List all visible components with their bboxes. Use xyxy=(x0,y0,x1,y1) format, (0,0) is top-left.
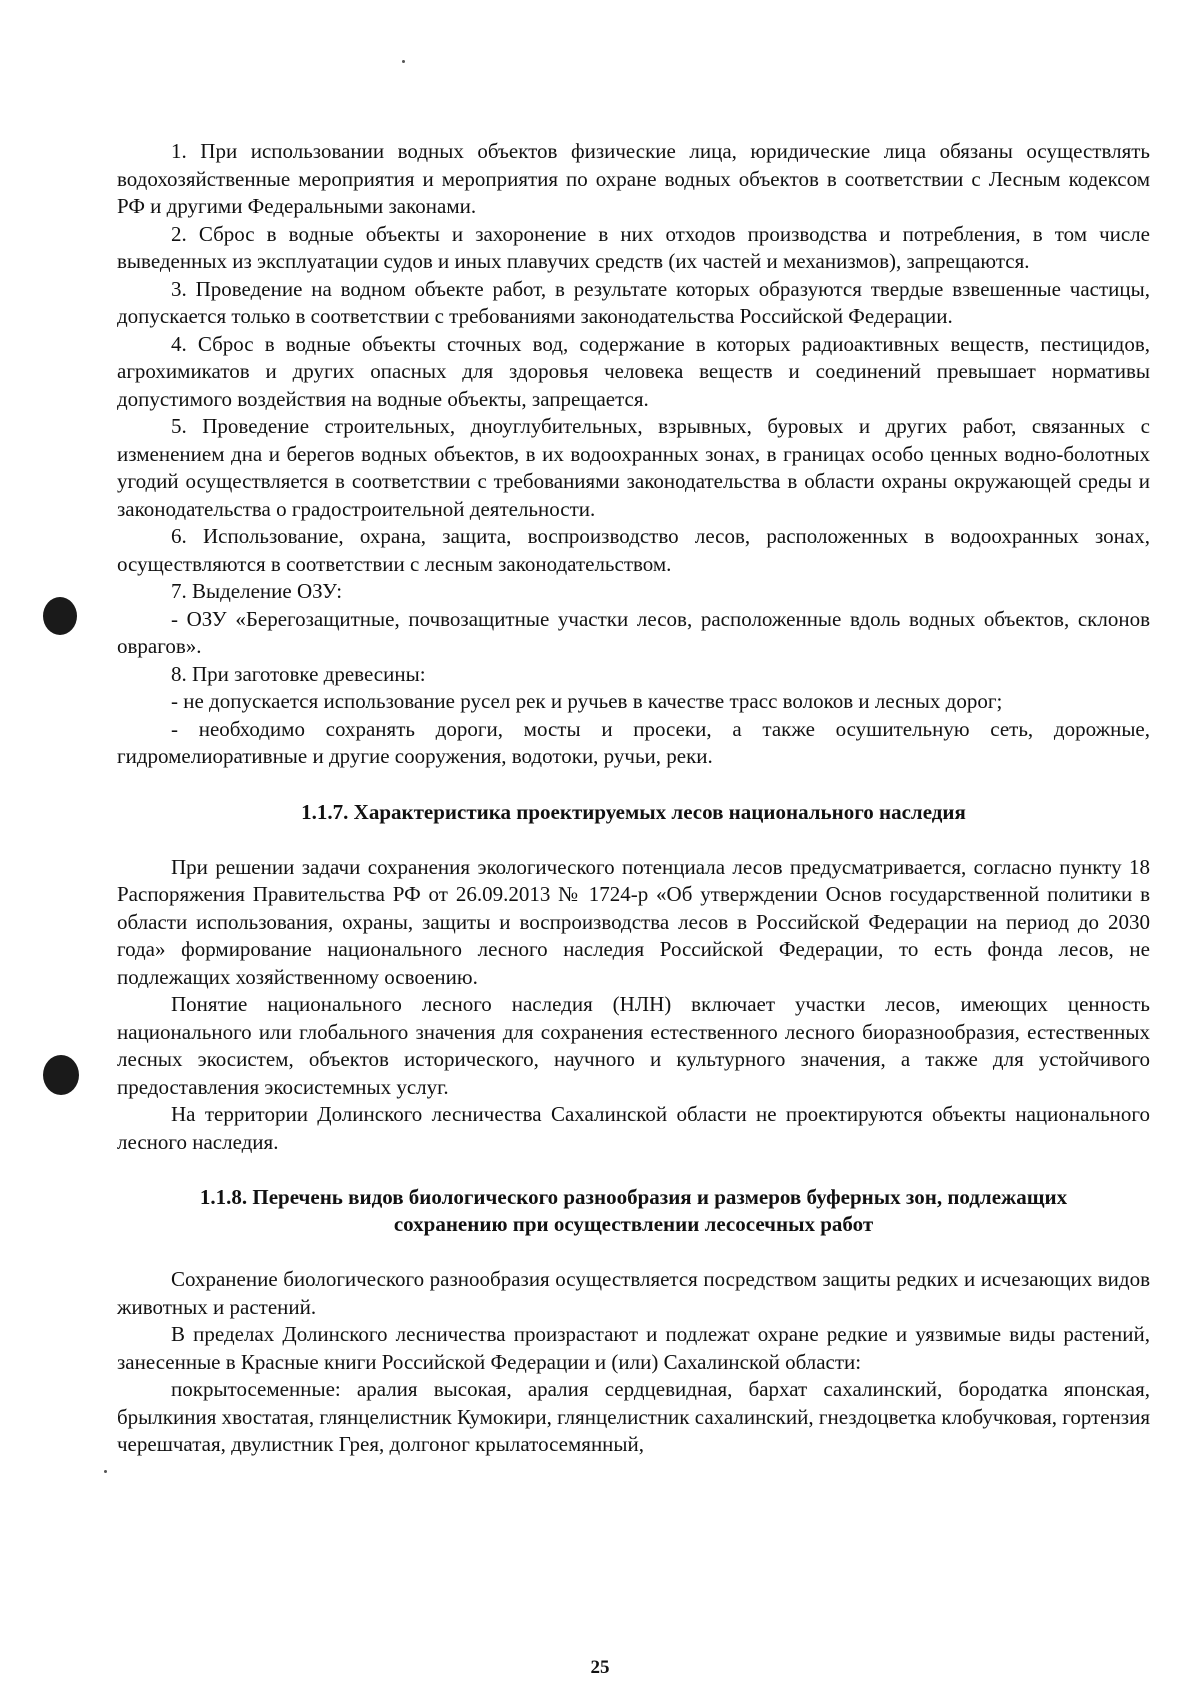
paragraph-8: 8. При заготовке древесины: xyxy=(171,661,426,686)
document-page xyxy=(117,138,1150,1459)
paragraph-7: 7. Выделение ОЗУ: xyxy=(171,579,343,603)
section-117-paragraph-1: При решении задачи сохранения экологического потенциала лесов предусматривается, согласно пункту 18 Распоряжения Правительства РФ от 26.09.2013 № 1724-р «Об утверждении Основ государственной политики в области использования, охраны, защиты и воспроизводства лесов в Российской Федерации на период до 2030 года» формирование национального лесного наследия Российской Федерации, то есть фонда лесов, не подлежащих хозяйственному освоению. xyxy=(117,854,1150,989)
section-heading-1-1-7: 1.1.7. Характеристика проектируемых лесов национального наследия xyxy=(301,799,966,824)
page-number: 25 xyxy=(590,1657,610,1678)
scan-speck xyxy=(104,1470,107,1473)
section-heading-1-1-8-line-1: 1.1.8. Перечень видов биологического разнообразия и размеров буферных зон, подлежащих xyxy=(199,1185,1068,1209)
paragraph-4: 4. Сброс в водные объекты сточных вод, содержание в которых радиоактивных веществ, пестицидов, агрохимикатов и других опасных для здоровья человека веществ и соединений превышает нормативы допустимого воздействия на водные объекты, запрещается. xyxy=(117,331,1150,411)
paragraph-8-item-1: - не допускается использование русел рек и ручьев в качестве трасс волоков и лесных дорог; xyxy=(171,689,1003,713)
paragraph-7-item: - ОЗУ «Берегозащитные, почвозащитные участки лесов, расположенные вдоль водных объектов, склонов оврагов». xyxy=(117,606,1150,658)
section-heading-1-1-8 xyxy=(117,1184,1150,1238)
scan-speck xyxy=(402,60,405,63)
section-117-paragraph-3: На территории Долинского лесничества Сахалинской области не проектируются объекты национального лесного наследия. xyxy=(117,1102,1150,1154)
section-118-paragraph-2: В пределах Долинского лесничества произрастают и подлежат охране редкие и уязвимые виды растений, занесенные в Красные книги Российской Федерации и (или) Сахалинской области: xyxy=(117,1322,1150,1374)
paragraph-5: 5. Проведение строительных, дноуглубительных, взрывных, буровых и других работ, связанных с изменением дна и берегов водных объектов, в их водоохранных зонах, в границах особо ценных водно-болотных угодий осуществляется в соответствии с требованиями законодательства в области охраны окружающей среды и законодательства о градостроительной деятельности. xyxy=(117,414,1150,521)
section-heading-1-1-8-line-2: сохранению при осуществлении лесосечных работ xyxy=(393,1212,874,1236)
section-118-paragraph-1: Сохранение биологического разнообразия осуществляется посредством защиты редких и исчезающих видов животных и растений. xyxy=(117,1267,1150,1319)
section-118-paragraph-3: покрытосеменные: аралия высокая, аралия сердцевидная, бархат сахалинский, бородатка японская, брылкиния хвостатая, глянцелистник Кумокири, глянцелистник сахалинский, гнездоцветка клобучковая, гортензия черешчатая, двулистник Грея, долгоног крылатосемянный, xyxy=(117,1377,1150,1456)
punch-hole-mark xyxy=(43,1055,79,1095)
paragraph-1: 1. При использовании водных объектов физические лица, юридические лица обязаны осуществлять водохозяйственные мероприятия и мероприятия по охране водных объектов в соответствии с Лесным кодексом РФ и другими Федеральными законами. xyxy=(117,139,1150,218)
paragraph-6: 6. Использование, охрана, защита, воспроизводство лесов, расположенных в водоохранных зонах, осуществляются в соответствии с лесным законодательством. xyxy=(117,524,1150,576)
section-117-paragraph-2: Понятие национального лесного наследия (НЛН) включает участки лесов, имеющих ценность национального или глобального значения для сохранения естественного лесного биоразнообразия, естественных лесных экосистем, объектов исторического, научного и культурного значения, а также для устойчивого предоставления экосистемных услуг. xyxy=(117,992,1150,1099)
paragraph-2: 2. Сброс в водные объекты и захоронение в них отходов производства и потребления, в том числе выведенных из эксплуатации судов и иных плавучих средств (их частей и механизмов), запрещаются. xyxy=(117,221,1150,273)
paragraph-3: 3. Проведение на водном объекте работ, в результате которых образуются твердые взвешенные частицы, допускается только в соответствии с требованиями законодательства Российской Федерации. xyxy=(117,276,1150,328)
paragraph-8-item-2: - необходимо сохранять дороги, мосты и просеки, а также осушительную сеть, дорожные, гидромелиоративные и другие сооружения, водотоки, ручьи, реки. xyxy=(117,716,1150,768)
punch-hole-mark xyxy=(43,597,77,635)
